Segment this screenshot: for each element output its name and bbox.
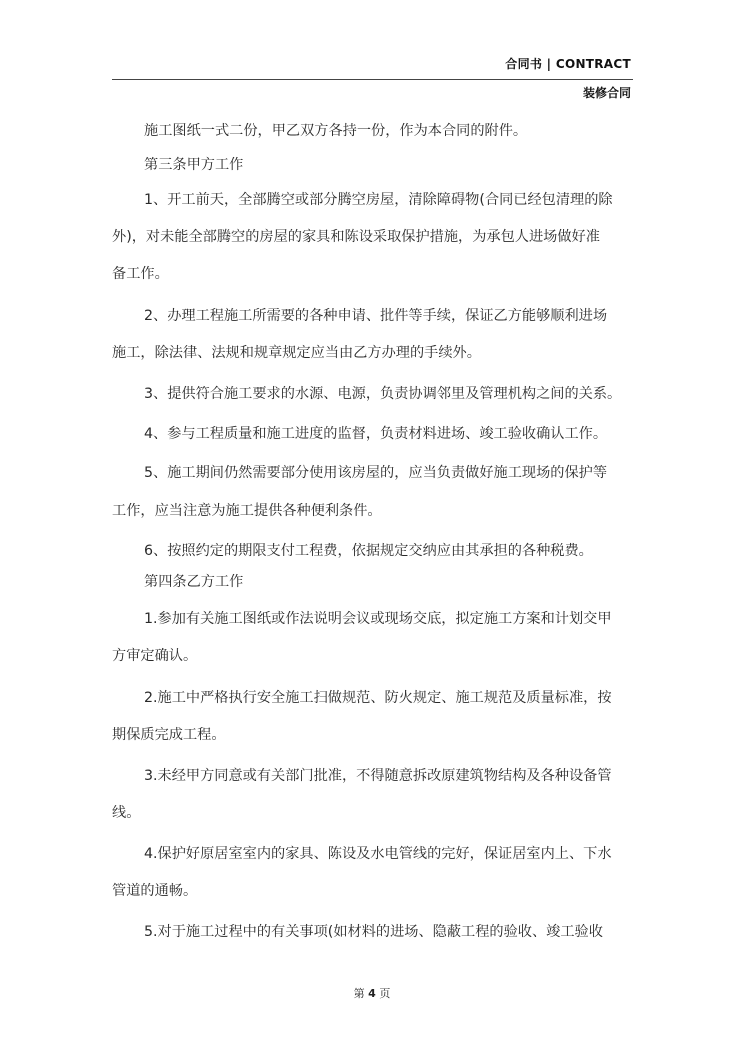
body-line: 5、施工期间仍然需要部分使用该房屋的，应当负责做好施工现场的保护等: [144, 465, 608, 481]
body-line: 工作，应当注意为施工提供各种便利条件。: [112, 503, 382, 519]
body-line: 2.施工中严格执行安全施工扫做规范、防火规定、施工规范及质量标准，按: [144, 690, 612, 706]
body-line: 管道的通畅。: [112, 883, 198, 899]
body-line: 5.对于施工过程中的有关事项(如材料的进场、隐蔽工程的验收、竣工验收: [144, 924, 603, 940]
body-line: 4.保护好原居室室内的家具、陈设及水电管线的完好，保证居室内上、下水: [144, 846, 612, 862]
header-divider: [112, 79, 633, 80]
body-line: 外)，对未能全部腾空的房屋的家具和陈设采取保护措施，为承包人进场做好准: [112, 229, 600, 245]
body-line: 2、办理工程施工所需要的各种申请、批件等手续，保证乙方能够顺利进场: [144, 308, 608, 324]
body-line: 期保质完成工程。: [112, 727, 226, 743]
body-line: 3、提供符合施工要求的水源、电源，负责协调邻里及管理机构之间的关系。: [144, 386, 622, 402]
body-line: 1.参加有关施工图纸或作法说明会议或现场交底，拟定施工方案和计划交甲: [144, 611, 612, 627]
body-line: 3.未经甲方同意或有关部门批准，不得随意拆改原建筑物结构及各种设备管: [144, 768, 612, 784]
page-number: [0, 985, 744, 1001]
header-title: 合同书 | CONTRACT: [505, 57, 631, 71]
page-suffix: 页: [379, 987, 391, 1000]
body-line: 6、按照约定的期限支付工程费，依据规定交纳应由其承担的各种税费。: [144, 543, 593, 559]
body-line: 备工作。: [112, 266, 169, 282]
header-subtitle: 装修合同: [582, 86, 631, 100]
body-line: 1、开工前天，全部腾空或部分腾空房屋，清除障碍物(合同已经包清理的除: [144, 192, 613, 208]
section-heading: 第三条甲方工作: [144, 157, 244, 173]
section-heading: 第四条乙方工作: [144, 574, 244, 590]
body-line: 施工，除法律、法规和规章规定应当由乙方办理的手续外。: [112, 345, 481, 361]
page-number-value: 4: [368, 987, 376, 1000]
page-prefix: 第: [353, 987, 365, 1000]
body-line: 线。: [112, 805, 141, 821]
body-line: 4、参与工程质量和施工进度的监督，负责材料进场、竣工验收确认工作。: [144, 426, 608, 442]
body-line: 方审定确认。: [112, 648, 198, 664]
body-line: 施工图纸一式二份，甲乙双方各持一份，作为本合同的附件。: [144, 123, 528, 139]
